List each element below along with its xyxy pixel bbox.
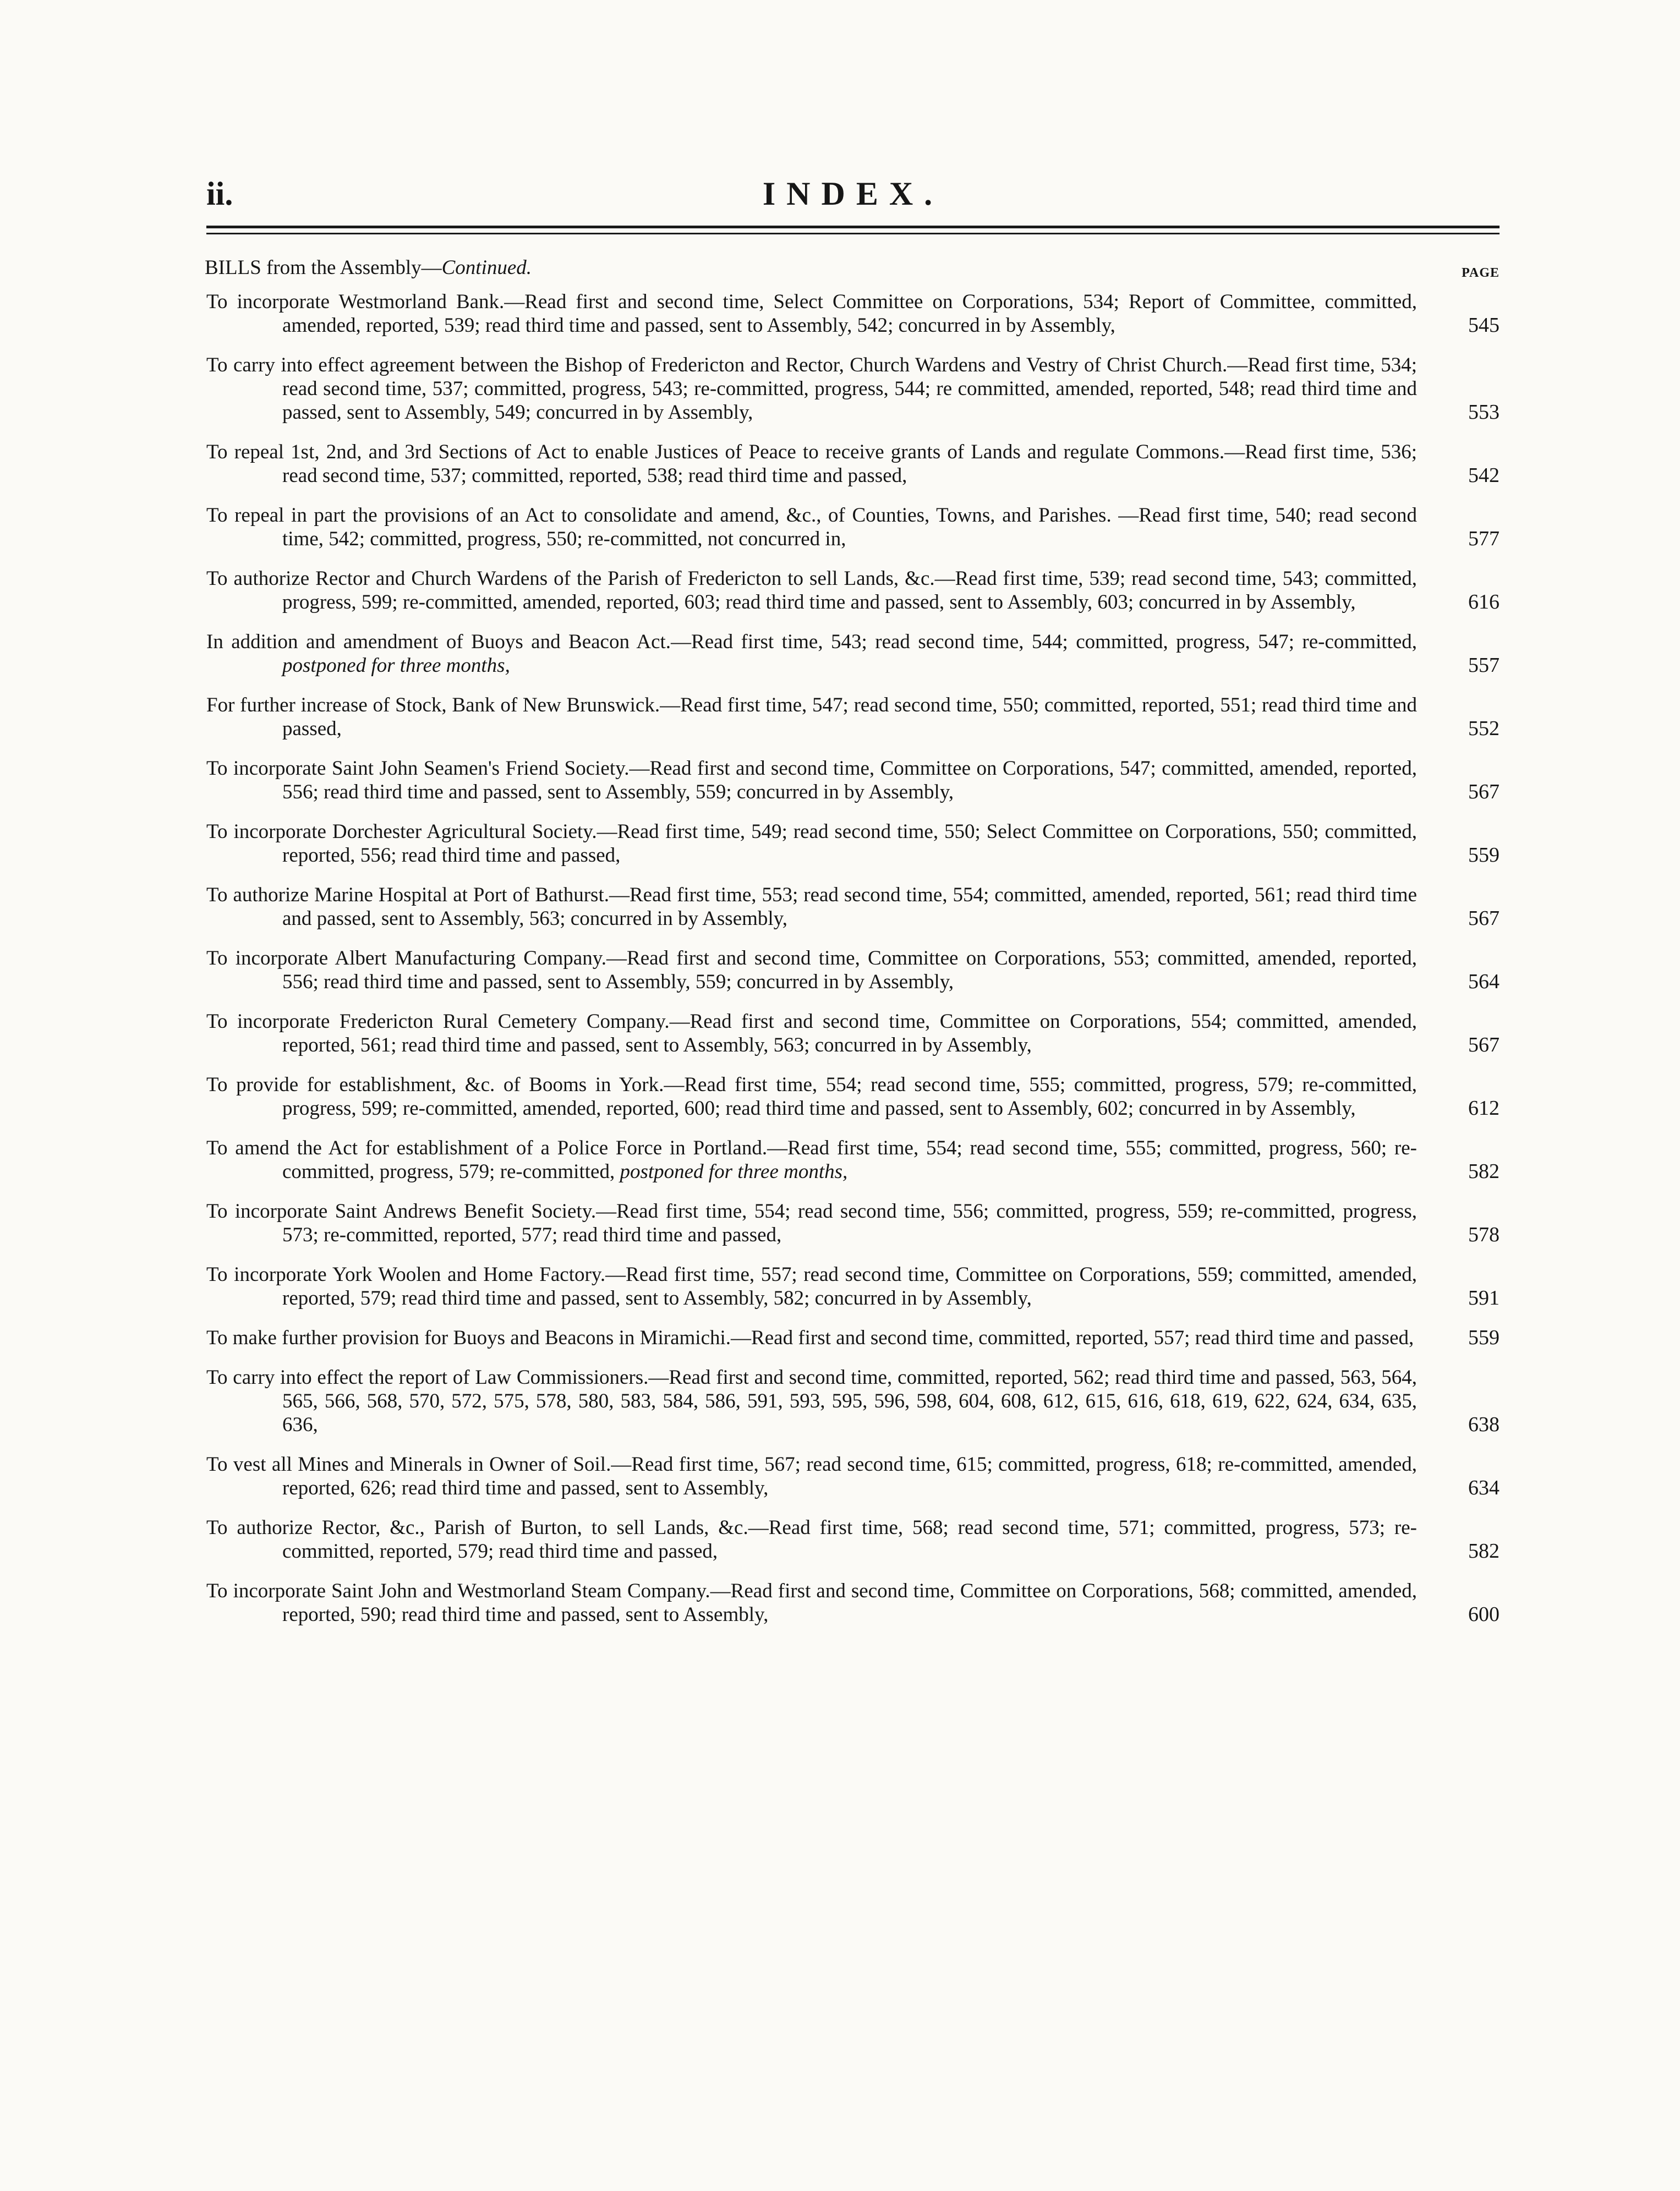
index-entries (206, 290, 1500, 1642)
index-entry-page: 559 (1468, 843, 1500, 867)
index-entry-text: In addition and amendment of Buoys and Beacon Act.—Read first time, 543; read second time, 544; committed, progress, 547; re-committed, postponed for three months, (206, 631, 1417, 677)
index-entry (206, 1579, 1500, 1626)
index-entry (206, 1453, 1500, 1500)
index-entry-text: To amend the Act for establishment of a Police Force in Portland.—Read first time, 554; read second time, 555; committed, progress, 560; re-committed, progress, 579; re-committed, postponed for three months, (206, 1137, 1417, 1183)
section-continued: Continued. (441, 256, 532, 279)
index-entry-page: 634 (1468, 1476, 1500, 1499)
index-entry (206, 1366, 1500, 1437)
index-entry-text: To authorize Rector, &c., Parish of Burton, to sell Lands, &c.—Read first time, 568; read second time, 571; committed, progress, 573; re-committed, reported, 579; read third time and passed, (206, 1516, 1417, 1563)
index-entry-page: 553 (1468, 401, 1500, 424)
index-entry-text: To carry into effect agreement between the Bishop of Fredericton and Rector, Church Wardens and Vestry of Christ Church.—Read first time, 534; read second time, 537; committed, progress, 543; re-committed, progress, 544; re committed, amended, reported, 548; read third time and passed, sent to Assembly, 549; concurred in by Assembly, (206, 354, 1417, 424)
index-entry-text: To authorize Rector and Church Wardens of the Parish of Fredericton to sell Lands, &c.—Read first time, 539; read second time, 543; committed, progress, 599; re-committed, amended, reported, 603; read third time and passed, sent to Assembly, 603; concurred in by Assembly, (206, 567, 1417, 614)
index-entry (206, 1073, 1500, 1120)
section-row (205, 256, 1500, 289)
index-entry-text: To incorporate Saint Andrews Benefit Society.—Read first time, 554; read second time, 556; committed, progress, 559; re-committed, progress, 573; re-committed, reported, 577; read third time and passed, (206, 1200, 1417, 1246)
index-entry-page: 591 (1468, 1286, 1500, 1310)
index-entry (206, 820, 1500, 867)
index-entry (206, 1516, 1500, 1563)
index-entry (206, 1136, 1500, 1184)
index-entry-page: 567 (1468, 1033, 1500, 1056)
index-entry-text: To incorporate Westmorland Bank.—Read first and second time, Select Committee on Corporations, 534; Report of Committee, committed, amended, reported, 539; read third time and passed, sent to Assembly, 542; concurred in by Assembly, (206, 291, 1417, 337)
page-header (206, 175, 1500, 227)
index-entry-text: To make further provision for Buoys and Beacons in Miramichi.—Read first and second time, committed, reported, 557; read third time and passed, (206, 1327, 1414, 1349)
page-column-label: PAGE (1462, 266, 1500, 280)
index-entry (206, 1010, 1500, 1057)
index-entry-text: To incorporate Fredericton Rural Cemetery Company.—Read first and second time, Committee on Corporations, 554; committed, amended, reported, 561; read third time and passed, sent to Assembly, 563; concurred in by Assembly, (206, 1010, 1417, 1056)
index-entry (206, 757, 1500, 804)
index-entry-text: To repeal 1st, 2nd, and 3rd Sections of Act to enable Justices of Peace to receive grants of Lands and regulate Commons.—Read first time, 536; read second time, 537; committed, reported, 538; read third time and passed, (206, 441, 1417, 487)
index-entry-text: To carry into effect the report of Law Commissioners.—Read first and second time, committed, reported, 562; read third time and passed, 563, 564, 565, 566, 568, 570, 572, 575, 578, 580, 583, 584, 586, 591, 593, 595, 596, 598, 604, 608, 612, 615, 616, 618, 619, 622, 624, 634, 635, 636, (206, 1366, 1417, 1436)
index-entry-page: 582 (1468, 1540, 1500, 1563)
index-entry-text: To repeal in part the provisions of an Act to consolidate and amend, &c., of Counties, Towns, and Parishes. —Read first time, 540; read second time, 542; committed, progress, 550; re-committed, not concurred in, (206, 504, 1417, 550)
index-entry-text: To incorporate Albert Manufacturing Company.—Read first and second time, Committee on Corporations, 553; committed, amended, reported, 556; read third time and passed, sent to Assembly, 559; concurred in by Assembly, (206, 947, 1417, 993)
index-entry (206, 1263, 1500, 1310)
index-entry-page: 545 (1468, 314, 1500, 337)
index-entry (206, 503, 1500, 551)
page-title: INDEX. (762, 176, 944, 212)
index-entry-page: 557 (1468, 654, 1500, 677)
index-entry-page: 552 (1468, 717, 1500, 740)
index-entry-page: 578 (1468, 1223, 1500, 1246)
index-entry-text: For further increase of Stock, Bank of New Brunswick.—Read first time, 547; read second time, 550; committed, reported, 551; read third time and passed, (206, 694, 1417, 740)
index-entry-page: 582 (1468, 1160, 1500, 1183)
index-entry (206, 353, 1500, 424)
index-entry-text: To incorporate Saint John Seamen's Friend Society.—Read first and second time, Committee on Corporations, 547; committed, amended, reported, 556; read third time and passed, sent to Assembly, 559; concurred in by Assembly, (206, 757, 1417, 803)
page-number: ii. (206, 176, 233, 212)
index-entry (206, 883, 1500, 930)
header-rule-thick (206, 226, 1500, 228)
index-entry (206, 946, 1500, 994)
index-entry-page: 564 (1468, 970, 1500, 993)
index-entry-text: To provide for establishment, &c. of Booms in York.—Read first time, 554; read second time, 555; committed, progress, 579; re-committed, progress, 599; re-committed, amended, reported, 600; read third time and passed, sent to Assembly, 602; concurred in by Assembly, (206, 1073, 1417, 1120)
index-entry-page: 577 (1468, 527, 1500, 550)
index-entry-text: To authorize Marine Hospital at Port of Bathurst.—Read first time, 553; read second time, 554; committed, amended, reported, 561; read third time and passed, sent to Assembly, 563; concurred in by Assembly, (206, 884, 1417, 930)
index-entry-text: To incorporate Saint John and Westmorland Steam Company.—Read first and second time, Committee on Corporations, 568; committed, amended, reported, 590; read third time and passed, sent to Assembly, (206, 1580, 1417, 1626)
index-entry (206, 630, 1500, 677)
header-rule-thin (206, 233, 1500, 234)
index-entry-text: To incorporate Dorchester Agricultural Society.—Read first time, 549; read second time, 550; Select Committee on Corporations, 550; committed, reported, 556; read third time and passed, (206, 820, 1417, 867)
index-entry-page: 616 (1468, 590, 1500, 614)
index-entry (206, 1326, 1500, 1350)
index-entry-page: 542 (1468, 464, 1500, 487)
index-entry (206, 693, 1500, 741)
index-entry (206, 1199, 1500, 1247)
index-entry-page: 638 (1468, 1413, 1500, 1436)
section-heading (205, 256, 532, 280)
index-entry (206, 567, 1500, 614)
index-entry-page: 612 (1468, 1097, 1500, 1120)
index-entry-text: To vest all Mines and Minerals in Owner of Soil.—Read first time, 567; read second time, 615; committed, progress, 618; re-committed, amended, reported, 626; read third time and passed, sent to Assembly, (206, 1453, 1417, 1499)
index-entry-text: To incorporate York Woolen and Home Factory.—Read first time, 557; read second time, Committee on Corporations, 559; committed, amended, reported, 579; read third time and passed, sent to Assembly, 582; concurred in by Assembly, (206, 1263, 1417, 1310)
index-entry-page: 567 (1468, 907, 1500, 930)
index-entry (206, 440, 1500, 488)
section-heading-text: BILLS from the Assembly— (205, 256, 442, 279)
index-entry-page: 567 (1468, 780, 1500, 803)
index-entry-page: 600 (1468, 1603, 1500, 1626)
index-entry (206, 290, 1500, 337)
index-entry-page: 559 (1468, 1326, 1500, 1349)
